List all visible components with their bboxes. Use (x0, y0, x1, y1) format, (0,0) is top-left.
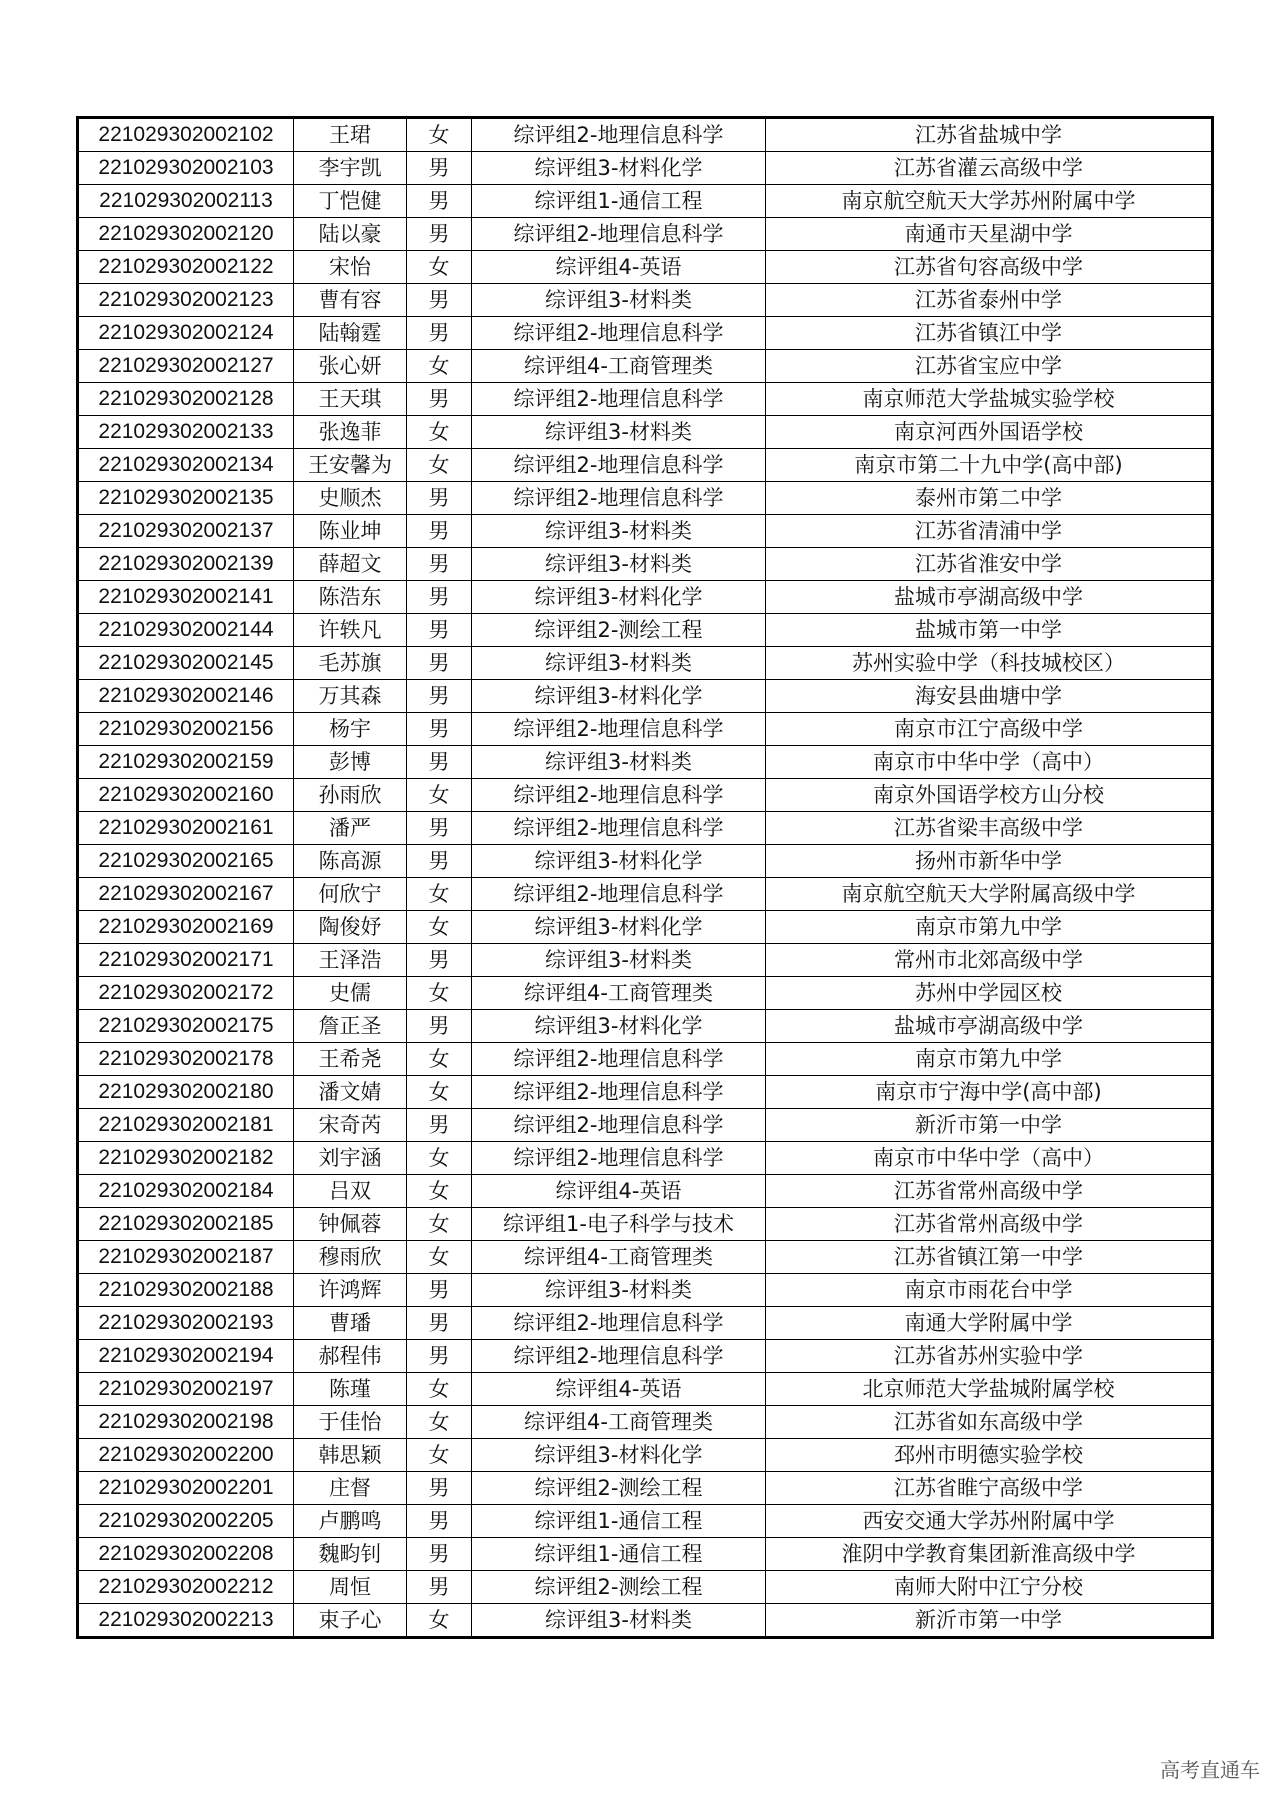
table-row (78, 977, 1213, 1010)
school-cell: 新沂市第一中学 (766, 1604, 1213, 1638)
gender-cell: 女 (407, 911, 472, 944)
name-cell: 陶俊妤 (294, 911, 407, 944)
gender-cell: 女 (407, 449, 472, 482)
gender-cell: 男 (407, 317, 472, 350)
gender-cell: 男 (407, 680, 472, 713)
table-row (78, 845, 1213, 878)
name-cell: 陈业坤 (294, 515, 407, 548)
gender-cell: 男 (407, 185, 472, 218)
gender-cell: 女 (407, 251, 472, 284)
table-row (78, 713, 1213, 746)
candidate-id-cell: 221029302002180 (78, 1076, 294, 1109)
name-cell: 史顺杰 (294, 482, 407, 515)
table-row (78, 1472, 1213, 1505)
major-group-cell: 综评组3-材料类 (472, 944, 766, 977)
gender-cell: 男 (407, 284, 472, 317)
name-cell: 潘严 (294, 812, 407, 845)
gender-cell: 男 (407, 218, 472, 251)
school-cell: 江苏省苏州实验中学 (766, 1340, 1213, 1373)
candidate-id-cell: 221029302002187 (78, 1241, 294, 1274)
gender-cell: 男 (407, 614, 472, 647)
major-group-cell: 综评组3-材料化学 (472, 152, 766, 185)
table-row (78, 1208, 1213, 1241)
school-cell: 江苏省梁丰高级中学 (766, 812, 1213, 845)
candidate-id-cell: 221029302002165 (78, 845, 294, 878)
candidate-id-cell: 221029302002120 (78, 218, 294, 251)
candidate-id-cell: 221029302002201 (78, 1472, 294, 1505)
school-cell: 江苏省常州高级中学 (766, 1208, 1213, 1241)
major-group-cell: 综评组2-地理信息科学 (472, 1340, 766, 1373)
name-cell: 陈浩东 (294, 581, 407, 614)
table-row (78, 812, 1213, 845)
name-cell: 陆翰霆 (294, 317, 407, 350)
gender-cell: 男 (407, 548, 472, 581)
gender-cell: 男 (407, 944, 472, 977)
table-row (78, 944, 1213, 977)
school-cell: 江苏省常州高级中学 (766, 1175, 1213, 1208)
gender-cell: 男 (407, 1010, 472, 1043)
name-cell: 束子心 (294, 1604, 407, 1638)
gender-cell: 女 (407, 350, 472, 383)
major-group-cell: 综评组2-测绘工程 (472, 1571, 766, 1604)
school-cell: 南京市宁海中学(高中部) (766, 1076, 1213, 1109)
table-row (78, 284, 1213, 317)
school-cell: 南京市第九中学 (766, 1043, 1213, 1076)
name-cell: 万其森 (294, 680, 407, 713)
major-group-cell: 综评组2-地理信息科学 (472, 449, 766, 482)
name-cell: 韩思颖 (294, 1439, 407, 1472)
school-cell: 盐城市第一中学 (766, 614, 1213, 647)
candidate-id-cell: 221029302002156 (78, 713, 294, 746)
school-cell: 南京市江宁高级中学 (766, 713, 1213, 746)
table-row (78, 548, 1213, 581)
table-row (78, 218, 1213, 251)
gender-cell: 女 (407, 1142, 472, 1175)
candidate-id-cell: 221029302002188 (78, 1274, 294, 1307)
major-group-cell: 综评组2-测绘工程 (472, 1472, 766, 1505)
candidate-id-cell: 221029302002184 (78, 1175, 294, 1208)
candidate-id-cell: 221029302002103 (78, 152, 294, 185)
candidate-id-cell: 221029302002137 (78, 515, 294, 548)
school-cell: 江苏省镇江中学 (766, 317, 1213, 350)
table-row (78, 779, 1213, 812)
gender-cell: 男 (407, 581, 472, 614)
major-group-cell: 综评组1-电子科学与技术 (472, 1208, 766, 1241)
name-cell: 詹正圣 (294, 1010, 407, 1043)
gender-cell: 男 (407, 746, 472, 779)
school-cell: 南京航空航天大学附属高级中学 (766, 878, 1213, 911)
candidate-id-cell: 221029302002139 (78, 548, 294, 581)
gender-cell: 女 (407, 416, 472, 449)
admission-roster-table (76, 116, 1214, 1639)
candidate-id-cell: 221029302002128 (78, 383, 294, 416)
major-group-cell: 综评组2-地理信息科学 (472, 317, 766, 350)
name-cell: 王希尧 (294, 1043, 407, 1076)
candidate-id-cell: 221029302002194 (78, 1340, 294, 1373)
table-row (78, 317, 1213, 350)
candidate-id-cell: 221029302002167 (78, 878, 294, 911)
major-group-cell: 综评组3-材料类 (472, 1604, 766, 1638)
name-cell: 陈高源 (294, 845, 407, 878)
table-row (78, 1307, 1213, 1340)
name-cell: 许鸿辉 (294, 1274, 407, 1307)
table-row (78, 614, 1213, 647)
candidate-id-cell: 221029302002212 (78, 1571, 294, 1604)
major-group-cell: 综评组3-材料化学 (472, 581, 766, 614)
school-cell: 江苏省清浦中学 (766, 515, 1213, 548)
candidate-id-cell: 221029302002102 (78, 118, 294, 152)
table-row (78, 1505, 1213, 1538)
school-cell: 江苏省淮安中学 (766, 548, 1213, 581)
table-row (78, 515, 1213, 548)
gender-cell: 男 (407, 383, 472, 416)
candidate-id-cell: 221029302002205 (78, 1505, 294, 1538)
gender-cell: 男 (407, 152, 472, 185)
gender-cell: 女 (407, 1439, 472, 1472)
school-cell: 江苏省睢宁高级中学 (766, 1472, 1213, 1505)
gender-cell: 男 (407, 1571, 472, 1604)
name-cell: 史儒 (294, 977, 407, 1010)
name-cell: 薛超文 (294, 548, 407, 581)
school-cell: 江苏省灌云高级中学 (766, 152, 1213, 185)
major-group-cell: 综评组2-地理信息科学 (472, 713, 766, 746)
table-row (78, 383, 1213, 416)
name-cell: 钟佩蓉 (294, 1208, 407, 1241)
school-cell: 南京市中华中学（高中） (766, 746, 1213, 779)
major-group-cell: 综评组3-材料类 (472, 647, 766, 680)
table-row (78, 1142, 1213, 1175)
gender-cell: 男 (407, 845, 472, 878)
candidate-id-cell: 221029302002135 (78, 482, 294, 515)
major-group-cell: 综评组2-地理信息科学 (472, 1109, 766, 1142)
roster-body (78, 118, 1213, 1638)
table-row (78, 1274, 1213, 1307)
table-row (78, 878, 1213, 911)
candidate-id-cell: 221029302002175 (78, 1010, 294, 1043)
candidate-id-cell: 221029302002197 (78, 1373, 294, 1406)
school-cell: 江苏省宝应中学 (766, 350, 1213, 383)
gender-cell: 女 (407, 118, 472, 152)
name-cell: 宋奇芮 (294, 1109, 407, 1142)
school-cell: 江苏省泰州中学 (766, 284, 1213, 317)
name-cell: 吕双 (294, 1175, 407, 1208)
name-cell: 何欣宁 (294, 878, 407, 911)
candidate-id-cell: 221029302002160 (78, 779, 294, 812)
name-cell: 穆雨欣 (294, 1241, 407, 1274)
candidate-id-cell: 221029302002124 (78, 317, 294, 350)
gender-cell: 女 (407, 1208, 472, 1241)
gender-cell: 女 (407, 1406, 472, 1439)
candidate-id-cell: 221029302002144 (78, 614, 294, 647)
school-cell: 南京河西外国语学校 (766, 416, 1213, 449)
major-group-cell: 综评组4-工商管理类 (472, 1406, 766, 1439)
name-cell: 魏畇钊 (294, 1538, 407, 1571)
major-group-cell: 综评组2-地理信息科学 (472, 1076, 766, 1109)
gender-cell: 男 (407, 812, 472, 845)
table-row (78, 1604, 1213, 1638)
major-group-cell: 综评组3-材料类 (472, 416, 766, 449)
name-cell: 孙雨欣 (294, 779, 407, 812)
candidate-id-cell: 221029302002182 (78, 1142, 294, 1175)
name-cell: 陈瑾 (294, 1373, 407, 1406)
name-cell: 许轶凡 (294, 614, 407, 647)
major-group-cell: 综评组2-地理信息科学 (472, 118, 766, 152)
candidate-id-cell: 221029302002178 (78, 1043, 294, 1076)
name-cell: 曹璠 (294, 1307, 407, 1340)
table-row (78, 185, 1213, 218)
table-row (78, 581, 1213, 614)
candidate-id-cell: 221029302002200 (78, 1439, 294, 1472)
major-group-cell: 综评组3-材料类 (472, 548, 766, 581)
candidate-id-cell: 221029302002198 (78, 1406, 294, 1439)
major-group-cell: 综评组3-材料类 (472, 1274, 766, 1307)
major-group-cell: 综评组2-地理信息科学 (472, 218, 766, 251)
table-row (78, 1373, 1213, 1406)
major-group-cell: 综评组3-材料化学 (472, 911, 766, 944)
school-cell: 南京市雨花台中学 (766, 1274, 1213, 1307)
name-cell: 郝程伟 (294, 1340, 407, 1373)
candidate-id-cell: 221029302002161 (78, 812, 294, 845)
table-row (78, 1241, 1213, 1274)
gender-cell: 女 (407, 1241, 472, 1274)
name-cell: 于佳怡 (294, 1406, 407, 1439)
gender-cell: 女 (407, 1604, 472, 1638)
table-row (78, 911, 1213, 944)
name-cell: 丁恺健 (294, 185, 407, 218)
gender-cell: 女 (407, 977, 472, 1010)
school-cell: 西安交通大学苏州附属中学 (766, 1505, 1213, 1538)
school-cell: 邳州市明德实验学校 (766, 1439, 1213, 1472)
gender-cell: 女 (407, 1076, 472, 1109)
name-cell: 潘文婧 (294, 1076, 407, 1109)
candidate-id-cell: 221029302002127 (78, 350, 294, 383)
table-row (78, 1109, 1213, 1142)
major-group-cell: 综评组4-英语 (472, 1373, 766, 1406)
school-cell: 南京市中华中学（高中） (766, 1142, 1213, 1175)
name-cell: 彭博 (294, 746, 407, 779)
major-group-cell: 综评组2-地理信息科学 (472, 482, 766, 515)
major-group-cell: 综评组4-工商管理类 (472, 350, 766, 383)
gender-cell: 男 (407, 1274, 472, 1307)
school-cell: 南通大学附属中学 (766, 1307, 1213, 1340)
candidate-id-cell: 221029302002193 (78, 1307, 294, 1340)
name-cell: 庄督 (294, 1472, 407, 1505)
school-cell: 海安县曲塘中学 (766, 680, 1213, 713)
major-group-cell: 综评组2-地理信息科学 (472, 812, 766, 845)
table-row (78, 1010, 1213, 1043)
major-group-cell: 综评组4-工商管理类 (472, 1241, 766, 1274)
major-group-cell: 综评组3-材料类 (472, 746, 766, 779)
name-cell: 宋怡 (294, 251, 407, 284)
candidate-id-cell: 221029302002213 (78, 1604, 294, 1638)
candidate-id-cell: 221029302002172 (78, 977, 294, 1010)
table-row (78, 1571, 1213, 1604)
table-row (78, 647, 1213, 680)
table-row (78, 1043, 1213, 1076)
major-group-cell: 综评组2-地理信息科学 (472, 878, 766, 911)
candidate-id-cell: 221029302002133 (78, 416, 294, 449)
candidate-id-cell: 221029302002113 (78, 185, 294, 218)
school-cell: 江苏省如东高级中学 (766, 1406, 1213, 1439)
table-row (78, 1175, 1213, 1208)
gender-cell: 女 (407, 1373, 472, 1406)
candidate-id-cell: 221029302002159 (78, 746, 294, 779)
name-cell: 李宇凯 (294, 152, 407, 185)
gender-cell: 男 (407, 647, 472, 680)
table-row (78, 1076, 1213, 1109)
school-cell: 南通市天星湖中学 (766, 218, 1213, 251)
school-cell: 北京师范大学盐城附属学校 (766, 1373, 1213, 1406)
major-group-cell: 综评组1-通信工程 (472, 1538, 766, 1571)
major-group-cell: 综评组3-材料化学 (472, 1010, 766, 1043)
school-cell: 常州市北郊高级中学 (766, 944, 1213, 977)
candidate-id-cell: 221029302002122 (78, 251, 294, 284)
school-cell: 江苏省盐城中学 (766, 118, 1213, 152)
gender-cell: 女 (407, 1175, 472, 1208)
table-row (78, 1439, 1213, 1472)
school-cell: 南师大附中江宁分校 (766, 1571, 1213, 1604)
candidate-id-cell: 221029302002171 (78, 944, 294, 977)
major-group-cell: 综评组3-材料类 (472, 515, 766, 548)
name-cell: 王珺 (294, 118, 407, 152)
name-cell: 王安馨为 (294, 449, 407, 482)
school-cell: 南京师范大学盐城实验学校 (766, 383, 1213, 416)
name-cell: 卢鹏鸣 (294, 1505, 407, 1538)
gender-cell: 男 (407, 482, 472, 515)
major-group-cell: 综评组4-英语 (472, 251, 766, 284)
major-group-cell: 综评组2-地理信息科学 (472, 1043, 766, 1076)
gender-cell: 女 (407, 779, 472, 812)
candidate-id-cell: 221029302002146 (78, 680, 294, 713)
school-cell: 苏州中学园区校 (766, 977, 1213, 1010)
name-cell: 王泽浩 (294, 944, 407, 977)
table-row (78, 1406, 1213, 1439)
school-cell: 南京外国语学校方山分校 (766, 779, 1213, 812)
major-group-cell: 综评组2-地理信息科学 (472, 1142, 766, 1175)
name-cell: 曹有容 (294, 284, 407, 317)
table-row (78, 1340, 1213, 1373)
major-group-cell: 综评组4-英语 (472, 1175, 766, 1208)
candidate-id-cell: 221029302002141 (78, 581, 294, 614)
major-group-cell: 综评组4-工商管理类 (472, 977, 766, 1010)
school-cell: 淮阴中学教育集团新淮高级中学 (766, 1538, 1213, 1571)
table-row (78, 118, 1213, 152)
candidate-id-cell: 221029302002169 (78, 911, 294, 944)
major-group-cell: 综评组1-通信工程 (472, 185, 766, 218)
school-cell: 南京市第九中学 (766, 911, 1213, 944)
table-row (78, 449, 1213, 482)
gender-cell: 男 (407, 1472, 472, 1505)
candidate-id-cell: 221029302002185 (78, 1208, 294, 1241)
table-row (78, 416, 1213, 449)
school-cell: 江苏省句容高级中学 (766, 251, 1213, 284)
name-cell: 刘宇涵 (294, 1142, 407, 1175)
gender-cell: 女 (407, 1043, 472, 1076)
table-row (78, 680, 1213, 713)
school-cell: 江苏省镇江第一中学 (766, 1241, 1213, 1274)
candidate-id-cell: 221029302002181 (78, 1109, 294, 1142)
table-row (78, 350, 1213, 383)
major-group-cell: 综评组3-材料化学 (472, 845, 766, 878)
name-cell: 毛苏旗 (294, 647, 407, 680)
name-cell: 杨宇 (294, 713, 407, 746)
school-cell: 泰州市第二中学 (766, 482, 1213, 515)
gender-cell: 男 (407, 1340, 472, 1373)
gender-cell: 男 (407, 515, 472, 548)
name-cell: 王天琪 (294, 383, 407, 416)
watermark-text: 高考直通车 (1160, 1758, 1260, 1782)
gender-cell: 男 (407, 1109, 472, 1142)
school-cell: 盐城市亭湖高级中学 (766, 581, 1213, 614)
gender-cell: 女 (407, 878, 472, 911)
major-group-cell: 综评组3-材料化学 (472, 1439, 766, 1472)
name-cell: 陆以豪 (294, 218, 407, 251)
gender-cell: 男 (407, 1505, 472, 1538)
school-cell: 苏州实验中学（科技城校区） (766, 647, 1213, 680)
major-group-cell: 综评组2-地理信息科学 (472, 1307, 766, 1340)
major-group-cell: 综评组2-地理信息科学 (472, 383, 766, 416)
name-cell: 张逸菲 (294, 416, 407, 449)
gender-cell: 男 (407, 1538, 472, 1571)
candidate-id-cell: 221029302002134 (78, 449, 294, 482)
school-cell: 南京市第二十九中学(高中部) (766, 449, 1213, 482)
table-row (78, 482, 1213, 515)
candidate-id-cell: 221029302002145 (78, 647, 294, 680)
table-row (78, 251, 1213, 284)
major-group-cell: 综评组2-地理信息科学 (472, 779, 766, 812)
school-cell: 扬州市新华中学 (766, 845, 1213, 878)
school-cell: 盐城市亭湖高级中学 (766, 1010, 1213, 1043)
school-cell: 新沂市第一中学 (766, 1109, 1213, 1142)
gender-cell: 男 (407, 713, 472, 746)
school-cell: 南京航空航天大学苏州附属中学 (766, 185, 1213, 218)
major-group-cell: 综评组3-材料类 (472, 284, 766, 317)
candidate-id-cell: 221029302002123 (78, 284, 294, 317)
table-row (78, 1538, 1213, 1571)
name-cell: 周恒 (294, 1571, 407, 1604)
table-row (78, 152, 1213, 185)
gender-cell: 男 (407, 1307, 472, 1340)
major-group-cell: 综评组1-通信工程 (472, 1505, 766, 1538)
table-row (78, 746, 1213, 779)
major-group-cell: 综评组2-测绘工程 (472, 614, 766, 647)
name-cell: 张心妍 (294, 350, 407, 383)
major-group-cell: 综评组3-材料化学 (472, 680, 766, 713)
candidate-id-cell: 221029302002208 (78, 1538, 294, 1571)
